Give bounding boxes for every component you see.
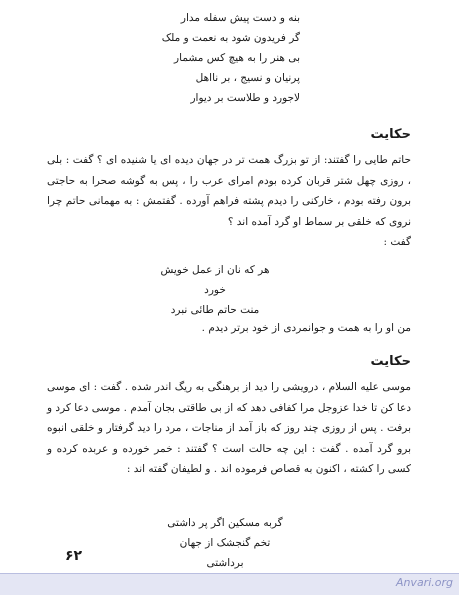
story-heading: حکایت <box>370 127 411 142</box>
paragraph-text: موسی علیه السلام ، درویشی را دید از برهنگی به ریگ اندر شده . گفت : ای موسی دعا کن تا خدا عزوجل مرا کفافی دهد که از بی طاقتی بجان آمدم . موسی دعا کرد و برفت . پس از روزی چند روز که باز آمد از مناجات ، مرد را دید گرفتار و خلقی انبوه برو گرد آمده . گفت : این چه حالت است ؟ گفتند : خمر خورده و عربده کرده و کسی را کشته ، اکنون به قصاص فرموده اند . و لطیفان گفته اند : <box>47 381 411 475</box>
verse-line: تخم گنجشک از جهان برداشتی <box>179 537 271 569</box>
verse-line: لاجورد و طلاست بر دیوار <box>190 92 300 104</box>
closing-line: من او را به همت و جوانمردی از خود برتر دیدم . <box>201 322 411 334</box>
watermark: Anvari.org <box>395 576 453 589</box>
verse-line: گر فریدون شود به نعمت و ملک <box>161 32 300 44</box>
verse-line: هر که نان از عمل خویش خورد <box>160 264 270 296</box>
story-paragraph <box>47 377 411 480</box>
opening-verse <box>150 8 300 108</box>
verse-line: گربه مسکین اگر پر داشتی <box>167 517 283 529</box>
story-paragraph <box>47 150 411 253</box>
page-number: ۶۲ <box>65 548 83 564</box>
verse-line: بی هنر را به هیچ کس مشمار <box>174 52 300 64</box>
story-verse <box>160 513 290 573</box>
paragraph-text: حاتم طایی را گفتند: از تو بزرگ همت تر در جهان دیده ای یا شنیده ای ؟ گفت : بلی ، روزی چهل شتر قربان کرده بودم امرای عرب را ، پس به گوشه صحرا به حاجتی برون رفته بودم ، خارکنی را دیدم پشته فراهم آورده . گفتمش : به مهمانی حاتم چرا نروی که خلقی بر سماط او گرد آمده اند ؟ <box>47 154 411 228</box>
story-heading: حکایت <box>370 354 411 369</box>
story-verse <box>150 260 280 320</box>
said-line: گفت : <box>383 236 411 248</box>
footer-bar <box>0 573 459 595</box>
verse-line: منت حاتم طائی نبرد <box>170 304 260 316</box>
verse-line: پرنیان و نسیج ، بر نااهل <box>195 72 300 84</box>
verse-line: بنه و دست پیش سفله مدار <box>180 12 300 24</box>
